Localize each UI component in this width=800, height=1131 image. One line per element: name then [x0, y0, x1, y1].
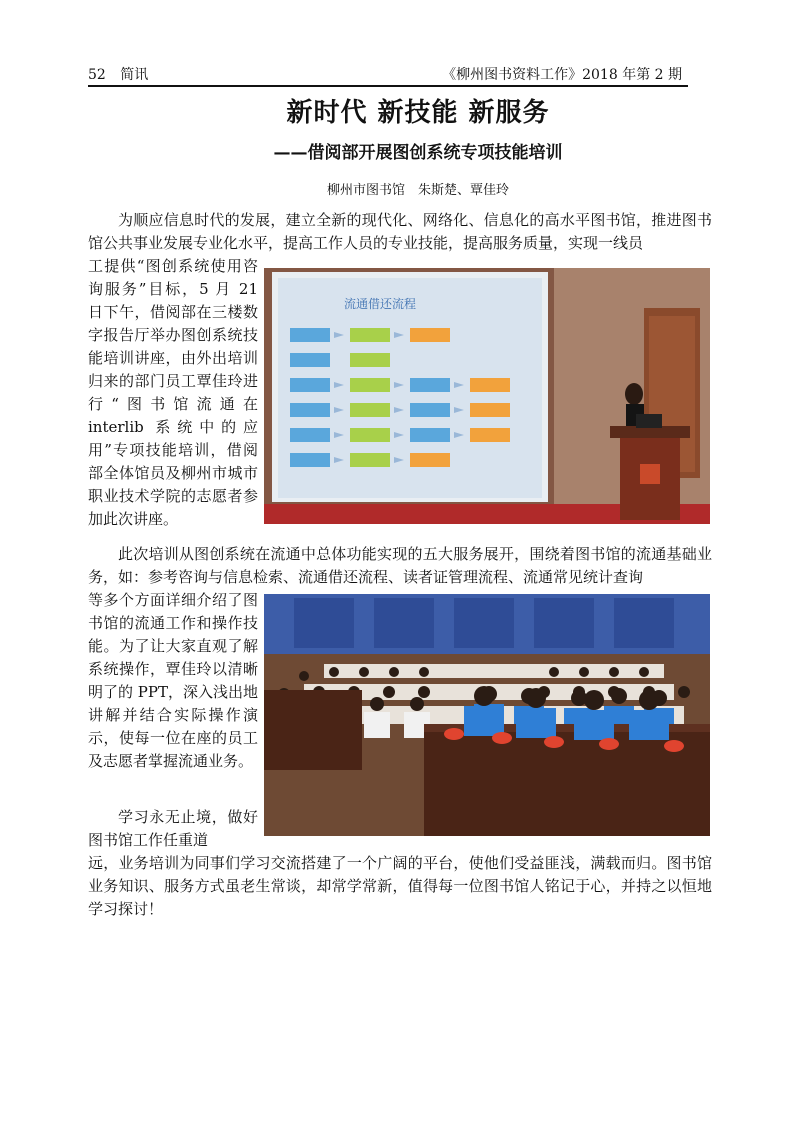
article-title: 新时代 新技能 新服务 — [286, 98, 550, 128]
lecture-photo-illustration — [264, 268, 710, 524]
slide-title: 流通借还流程 — [344, 297, 417, 311]
audience-photo-illustration — [264, 594, 710, 836]
header-rule — [88, 85, 688, 87]
paragraph-2-wrap: 等多个方面详细介绍了图书馆的流通工作和操作技能。为了让大家直观了解系统操作，覃佳玲以清晰明了的 PPT，深入浅出地讲解并结合实际操作演示，使每一位在座的员工及志愿者掌握流通业务。 — [88, 591, 258, 770]
journal-title: 《柳州图书资料工作》2018 年第 2 期 — [442, 67, 682, 83]
paragraph-2-lead: 此次培训从图创系统在流通中总体功能实现的五大服务展开，围绕着图书馆的流通基础业务，如：参考咨询与信息检索、流通借还流程、读者证管理流程、流通常见统计查询 — [88, 545, 712, 586]
paragraph-1-wrap: 工提供“图创系统使用咨询服务”目标，5 月 21 日下午，借阅部在三楼数字报告厅举办图创系统技能培训讲座，由外出培训归来的部门员工覃佳玲进行“图书馆流通在 interlib 系统中的应用”专项技能培训，借阅部全体馆员及柳州市城市职业技术学院的志愿者参加此次讲座。 — [88, 257, 258, 528]
paragraph-1-lead: 为顺应信息时代的发展，建立全新的现代化、网络化、信息化的高水平图书馆，推进图书馆公共事业发展专业化水平，提高工作人员的专业技能，提高服务质量，实现一线员 — [88, 211, 712, 252]
audience-photo — [264, 594, 710, 836]
podium — [610, 414, 690, 520]
article-subtitle: ——借阅部开展图创系统专项技能培训 — [273, 143, 563, 163]
paragraph-3-wrap: 学习永无止境，做好图书馆工作任重道 — [88, 808, 258, 849]
section-label: 简讯 — [120, 67, 149, 83]
paragraph-3-rest: 远，业务培训为同事们学习交流搭建了一个广阔的平台，使他们受益匪浅，满载而归。图书馆业务知识、服务方式虽老生常谈，却常学常新，值得每一位图书馆人铭记于心，并持之以恒地学习探讨！ — [88, 854, 712, 918]
page-number: 52 — [88, 67, 106, 83]
running-header-left — [88, 64, 148, 84]
article-author: 柳州市图书馆 朱斯楚、覃佳玲 — [326, 183, 509, 198]
lecture-photo — [264, 268, 710, 524]
